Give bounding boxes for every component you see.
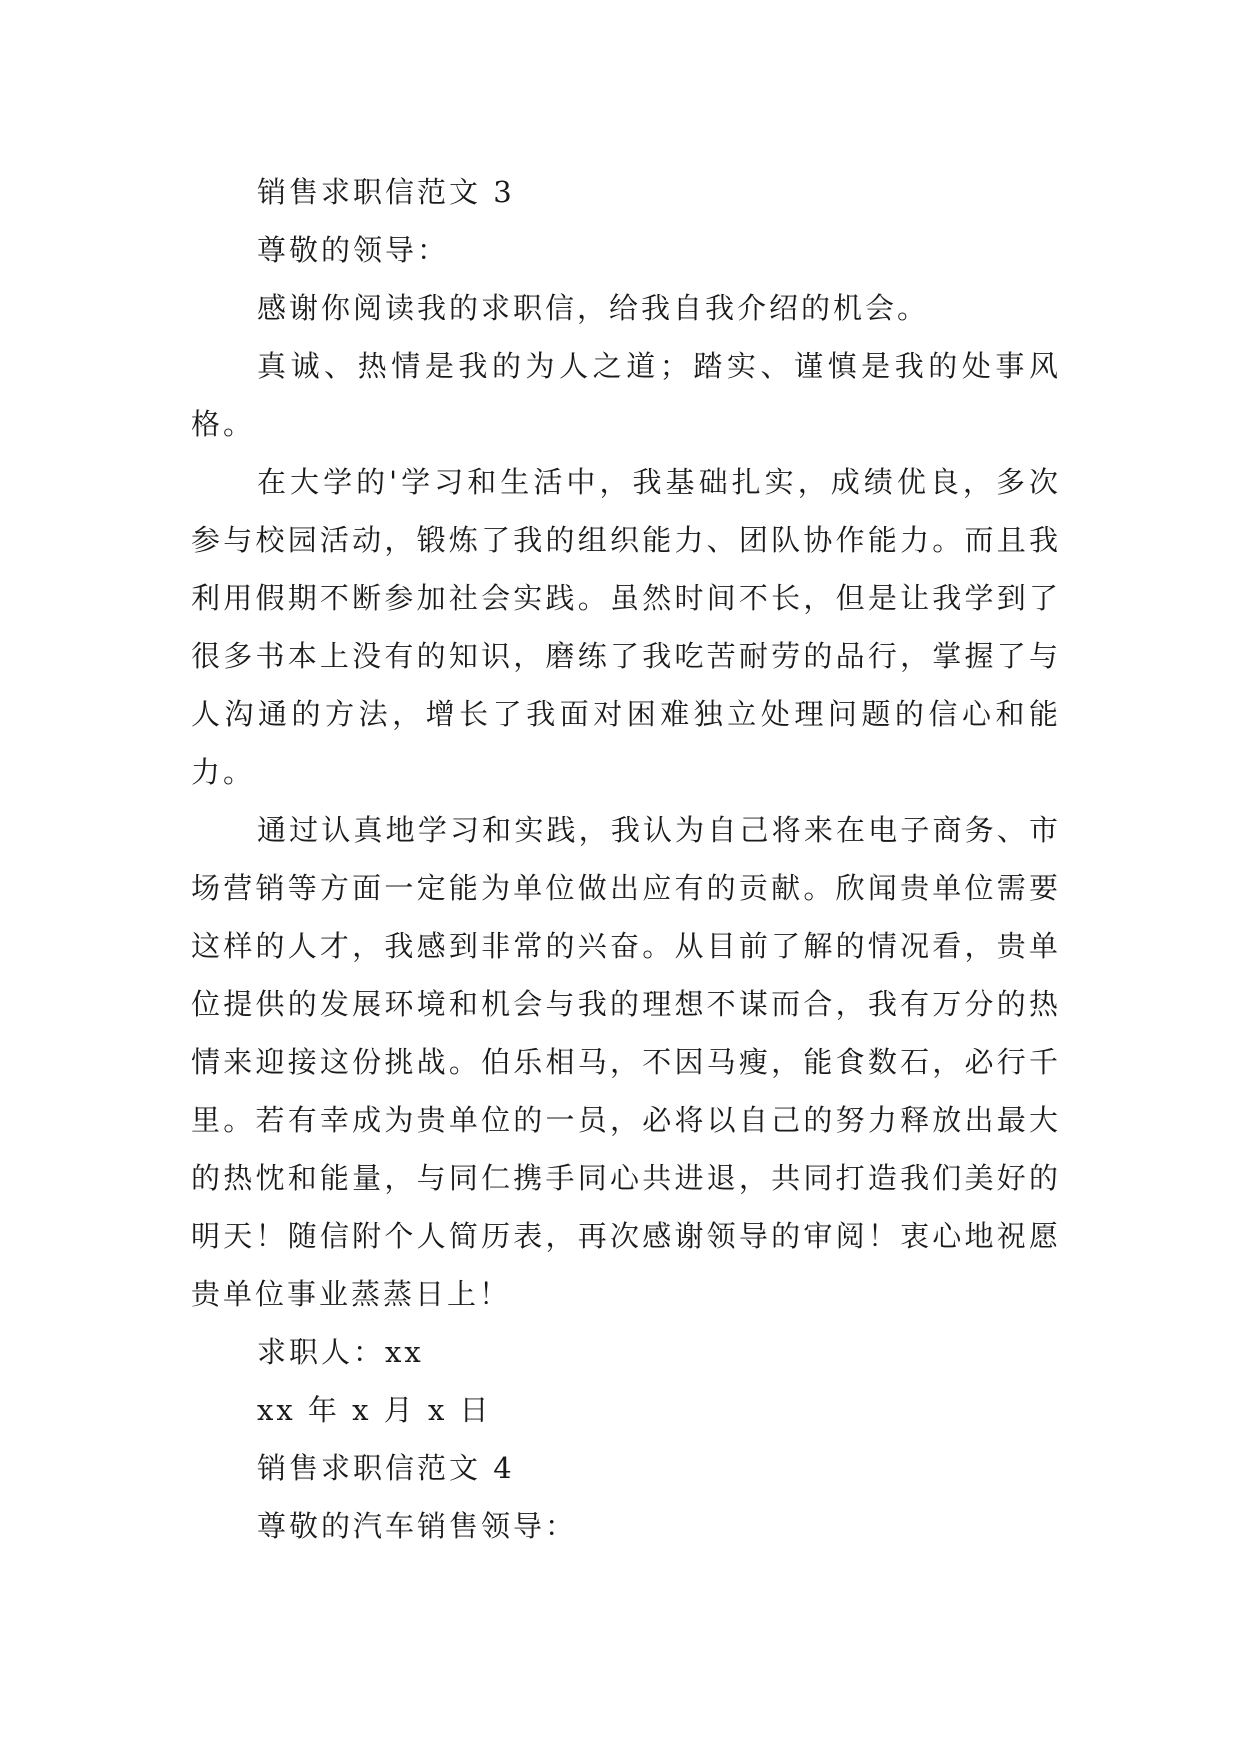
paragraph: 真诚、热情是我的为人之道；踏实、谨慎是我的处事风格。 — [191, 349, 1061, 441]
document-body — [191, 163, 1061, 1555]
paragraph: 通过认真地学习和实践，我认为自己将来在电子商务、市场营销等方面一定能为单位做出应有的贡献。欣闻贵单位需要这样的人才，我感到非常的兴奋。从目前了解的情况看，贵单位提供的发展环境和机会与我的理想不谋而合，我有万分的热情来迎接这份挑战。伯乐相马，不因马瘦，能食数石，必行千里。若有幸成为贵单位的一员，必将以自己的努力释放出最大的热忱和能量，与同仁携手同心共进退，共同打造我们美好的明天！随信附个人简历表，再次感谢领导的审阅！衷心地祝愿贵单位事业蒸蒸日上！ — [191, 813, 1061, 1311]
paragraph: 在大学的'学习和生活中，我基础扎实，成绩优良，多次参与校园活动，锻炼了我的组织能力、团队协作能力。而且我利用假期不断参加社会实践。虽然时间不长，但是让我学到了很多书本上没有的知识，磨练了我吃苦耐劳的品行，掌握了与人沟通的方法，增长了我面对困难独立处理问题的信心和能力。 — [191, 465, 1061, 789]
signature-name: 求职人：xx — [257, 1335, 424, 1369]
paragraph: 感谢你阅读我的求职信，给我自我介绍的机会。 — [257, 291, 930, 325]
salutation: 尊敬的汽车销售领导： — [257, 1509, 578, 1543]
salutation: 尊敬的领导： — [257, 233, 450, 267]
section-title: 销售求职信范文 4 — [257, 1451, 515, 1485]
signature-date: xx 年 x 月 x 日 — [257, 1393, 492, 1427]
section-title: 销售求职信范文 3 — [257, 175, 515, 209]
